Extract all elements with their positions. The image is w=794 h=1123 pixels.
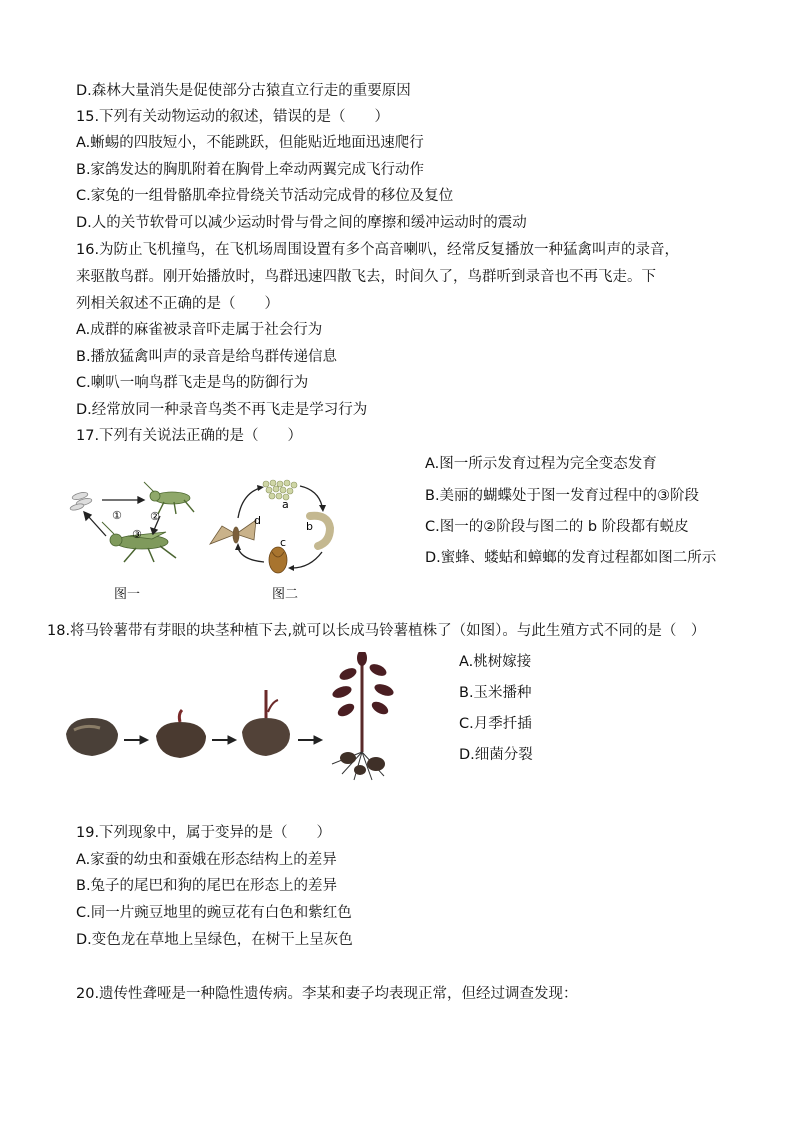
q19-option-c: C.同一片豌豆地里的豌豆花有白色和紫红色 <box>76 905 352 921</box>
arrow-icon <box>212 736 236 744</box>
fig1-label-1: ① <box>112 509 122 522</box>
q15-option-b: B.家鸽发达的胸肌附着在胸骨上牵动两翼完成飞行动作 <box>76 162 425 178</box>
q17-option-c: C.图一的②阶段与图二的 b 阶段都有蜕皮 <box>425 519 689 535</box>
q18-option-c: C.月季扦插 <box>459 716 532 732</box>
arrow-icon <box>298 736 322 744</box>
arrow-icon <box>124 736 148 744</box>
potato-tuber-icon <box>66 718 118 756</box>
q15-option-c: C.家兔的一组骨骼肌牵拉骨绕关节活动完成骨的移位及复位 <box>76 188 454 204</box>
q17-option-b: B.美丽的蝴蝶处于图一发育过程中的③阶段 <box>425 488 700 504</box>
q14-option-d: D.森林大量消失是促使部分古猿直立行走的重要原因 <box>76 83 411 99</box>
q15-option-a: A.蜥蜴的四肢短小，不能跳跃，但能贴近地面迅速爬行 <box>76 135 424 151</box>
q18-option-d: D.细菌分裂 <box>459 747 533 763</box>
q20-stem: 20.遗传性聋哑是一种隐性遗传病。李某和妻子均表现正常，但经过调查发现： <box>76 986 578 1002</box>
figure-one <box>66 476 206 571</box>
larva-icon <box>310 516 330 546</box>
potato-plant-icon <box>331 652 395 780</box>
q16-stem-line3: 列相关叙述不正确的是（ ） <box>76 296 279 312</box>
q17-option-d: D.蜜蜂、蝼蛄和蟑螂的发育过程都如图二所示 <box>425 550 717 566</box>
shoot-potato-icon <box>242 690 290 756</box>
q17-stem: 17.下列有关说法正确的是（ ） <box>76 428 303 444</box>
q15-option-d: D.人的关节软骨可以减少运动时骨与骨之间的摩擦和缓冲运动时的震动 <box>76 215 527 231</box>
egg-icon <box>70 491 93 511</box>
q18-option-b: B.玉米播种 <box>459 685 532 701</box>
q16-option-b: B.播放猛禽叫声的录音是给鸟群传递信息 <box>76 349 338 365</box>
moth-icon <box>210 520 256 544</box>
q18-option-a: A.桃树嫁接 <box>459 654 532 670</box>
q17-option-a: A.图一所示发育过程为完全变态发育 <box>425 456 657 472</box>
figure-two <box>206 472 346 577</box>
q15-stem: 15.下列有关动物运动的叙述，错误的是（ ） <box>76 109 390 125</box>
q16-stem-line1: 16.为防止飞机撞鸟，在飞机场周围设置有多个高音喇叭，经常反复播放一种猛禽叫声的录音， <box>76 242 680 258</box>
q16-option-d: D.经常放同一种录音鸟类不再飞走是学习行为 <box>76 402 368 418</box>
figure-two-caption: 图二 <box>272 587 299 602</box>
q16-stem-line2: 来驱散鸟群。刚开始播放时，鸟群迅速四散飞去，时间久了，鸟群听到录音也不再飞走。下 <box>76 269 656 285</box>
egg-cluster-icon <box>263 480 297 500</box>
fig2-label-d: d <box>254 514 261 527</box>
fig1-label-2: ② <box>150 510 160 523</box>
figure-one-caption: 图一 <box>114 587 141 602</box>
q16-option-c: C.喇叭一响鸟群飞走是鸟的防御行为 <box>76 375 309 391</box>
fig2-label-a: a <box>282 498 289 511</box>
potato-growth-figure <box>62 652 398 784</box>
q18-stem: 18.将马铃薯带有芽眼的块茎种植下去,就可以长成马铃薯植株了（如图）。与此生殖方式不同的是（ ） <box>47 623 706 639</box>
sprouting-potato-icon <box>156 710 206 758</box>
fig2-label-b: b <box>306 520 313 533</box>
pupa-icon <box>269 547 287 573</box>
q19-option-b: B.兔子的尾巴和狗的尾巴在形态上的差异 <box>76 878 338 894</box>
fig2-label-c: c <box>280 536 287 549</box>
q16-option-a: A.成群的麻雀被录音吓走属于社会行为 <box>76 322 323 338</box>
q19-option-a: A.家蚕的幼虫和蚕娥在形态结构上的差异 <box>76 852 337 868</box>
q19-stem: 19.下列现象中，属于变异的是（ ） <box>76 825 332 841</box>
fig1-label-3: ③ <box>132 528 142 541</box>
q19-option-d: D.变色龙在草地上呈绿色，在树干上呈灰色 <box>76 932 353 948</box>
